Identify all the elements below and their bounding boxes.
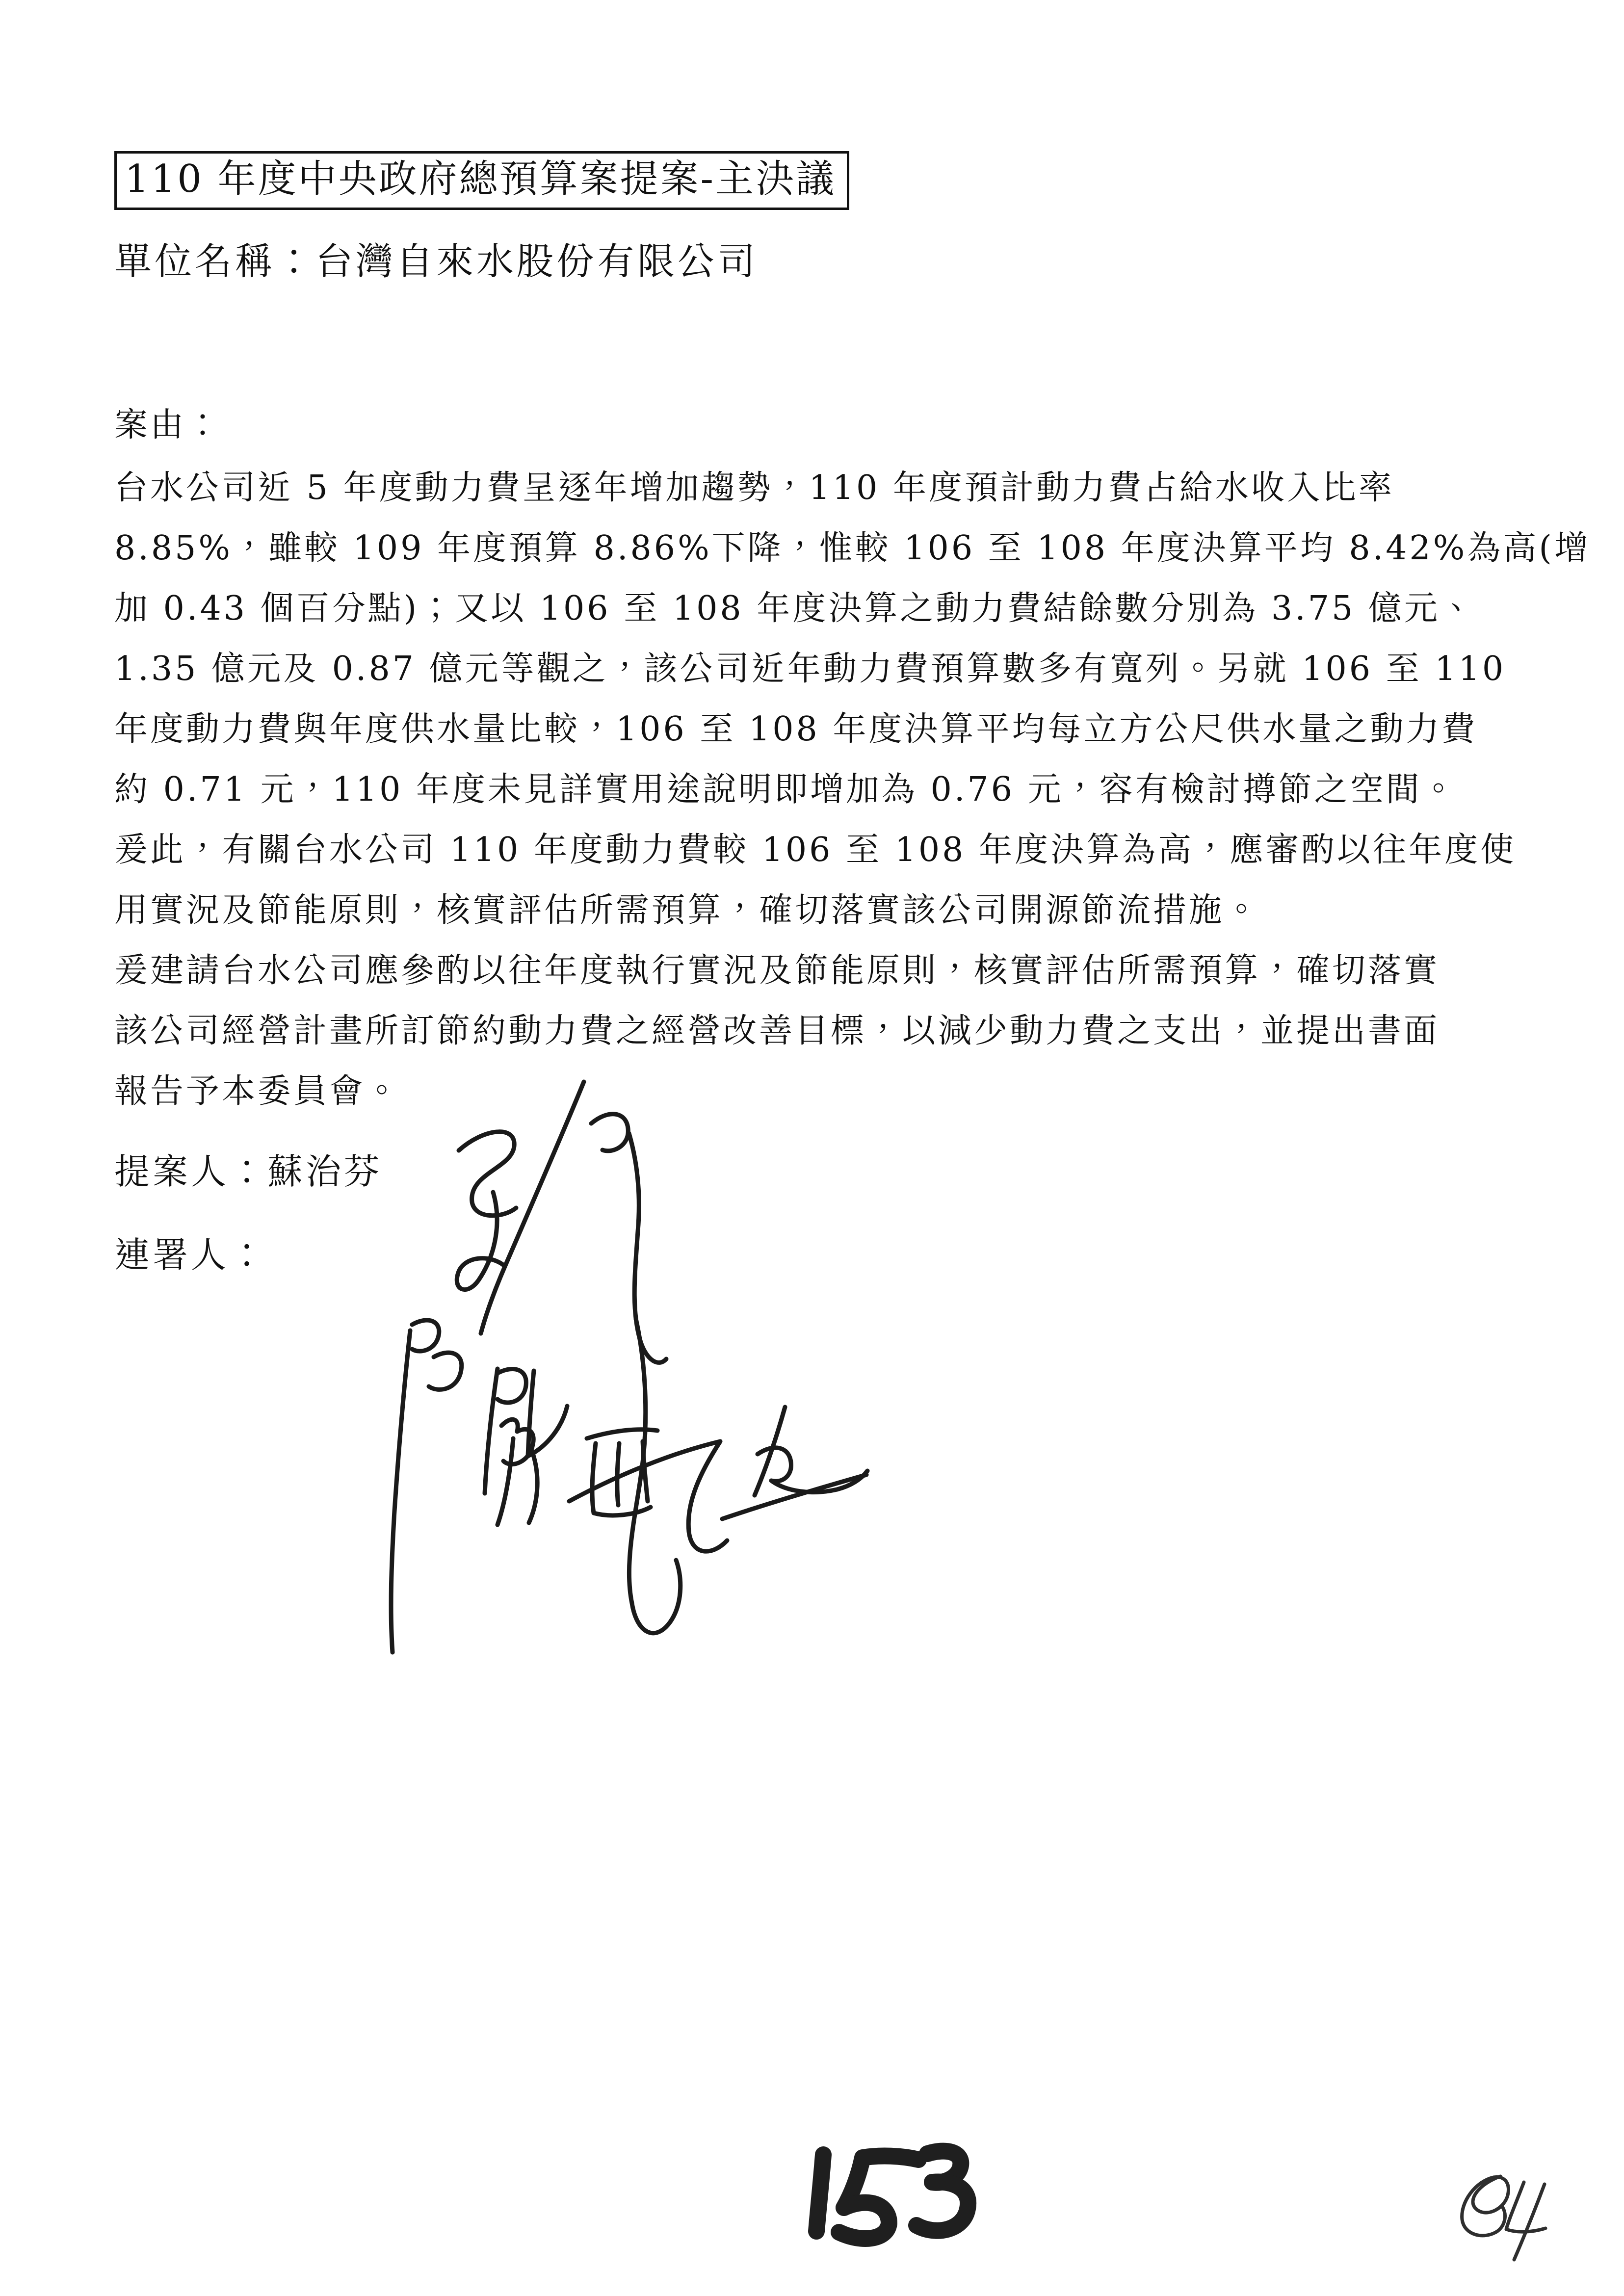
case-body-line: 8.85%，雖較 109 年度預算 8.86%下降，惟較 106 至 108 年度決算平均 8.42%為高(增 [114, 529, 1590, 568]
page-number-center [816, 2151, 968, 2239]
case-body-line: 報告予本委員會。 [114, 1072, 401, 1111]
case-body-line: 1.35 億元及 0.87 億元等觀之，該公司近年動力費預算數多有寬列。另就 106 至 110 [114, 650, 1506, 688]
case-body-line: 加 0.43 個百分點)；又以 106 至 108 年度決算之動力費結餘數分別為 3.75 億元、 [114, 589, 1476, 628]
case-body-line: 約 0.71 元，110 年度未見詳實用途說明即增加為 0.76 元，容有檢討撙節之空間。 [114, 770, 1458, 809]
cosigner-label: 連署人： [114, 1234, 268, 1276]
proposer-label: 提案人：蘇治芬 [114, 1151, 383, 1192]
proposer-signature-icon [457, 1082, 666, 1362]
case-body-line: 爰此，有關台水公司 110 年度動力費較 106 至 108 年度決算為高，應審酌以往年度使 [114, 831, 1517, 869]
unit-name: 單位名稱：台灣自來水股份有限公司 [114, 239, 758, 283]
page-number-right [1462, 2176, 1545, 2260]
case-section [114, 392, 1590, 1122]
case-body-line: 爰建請台水公司應參酌以往年度執行實況及節能原則，核實評估所需預算，確切落實 [114, 951, 1440, 990]
case-body-line: 用實況及節能原則，核實評估所需預算，確切落實該公司開源節流措施。 [114, 891, 1261, 930]
document-title-box [114, 151, 849, 210]
cosigner-signature-1-icon [391, 1319, 727, 1652]
case-body-line: 該公司經營計畫所訂節約動力費之經營改善目標，以減少動力費之支出，並提出書面 [114, 1012, 1440, 1050]
document-title: 110 年度中央政府總預算案提案-主決議 [125, 157, 837, 201]
case-body-line: 台水公司近 5 年度動力費呈逐年增加趨勢，110 年度預計動力費占給水收入比率 [114, 469, 1394, 507]
cosigner-signature-2-icon [498, 1407, 867, 1525]
case-heading: 案由： [114, 406, 222, 444]
case-body-line: 年度動力費與年度供水量比較，106 至 108 年度決算平均每立方公尺供水量之動力費 [114, 710, 1478, 749]
